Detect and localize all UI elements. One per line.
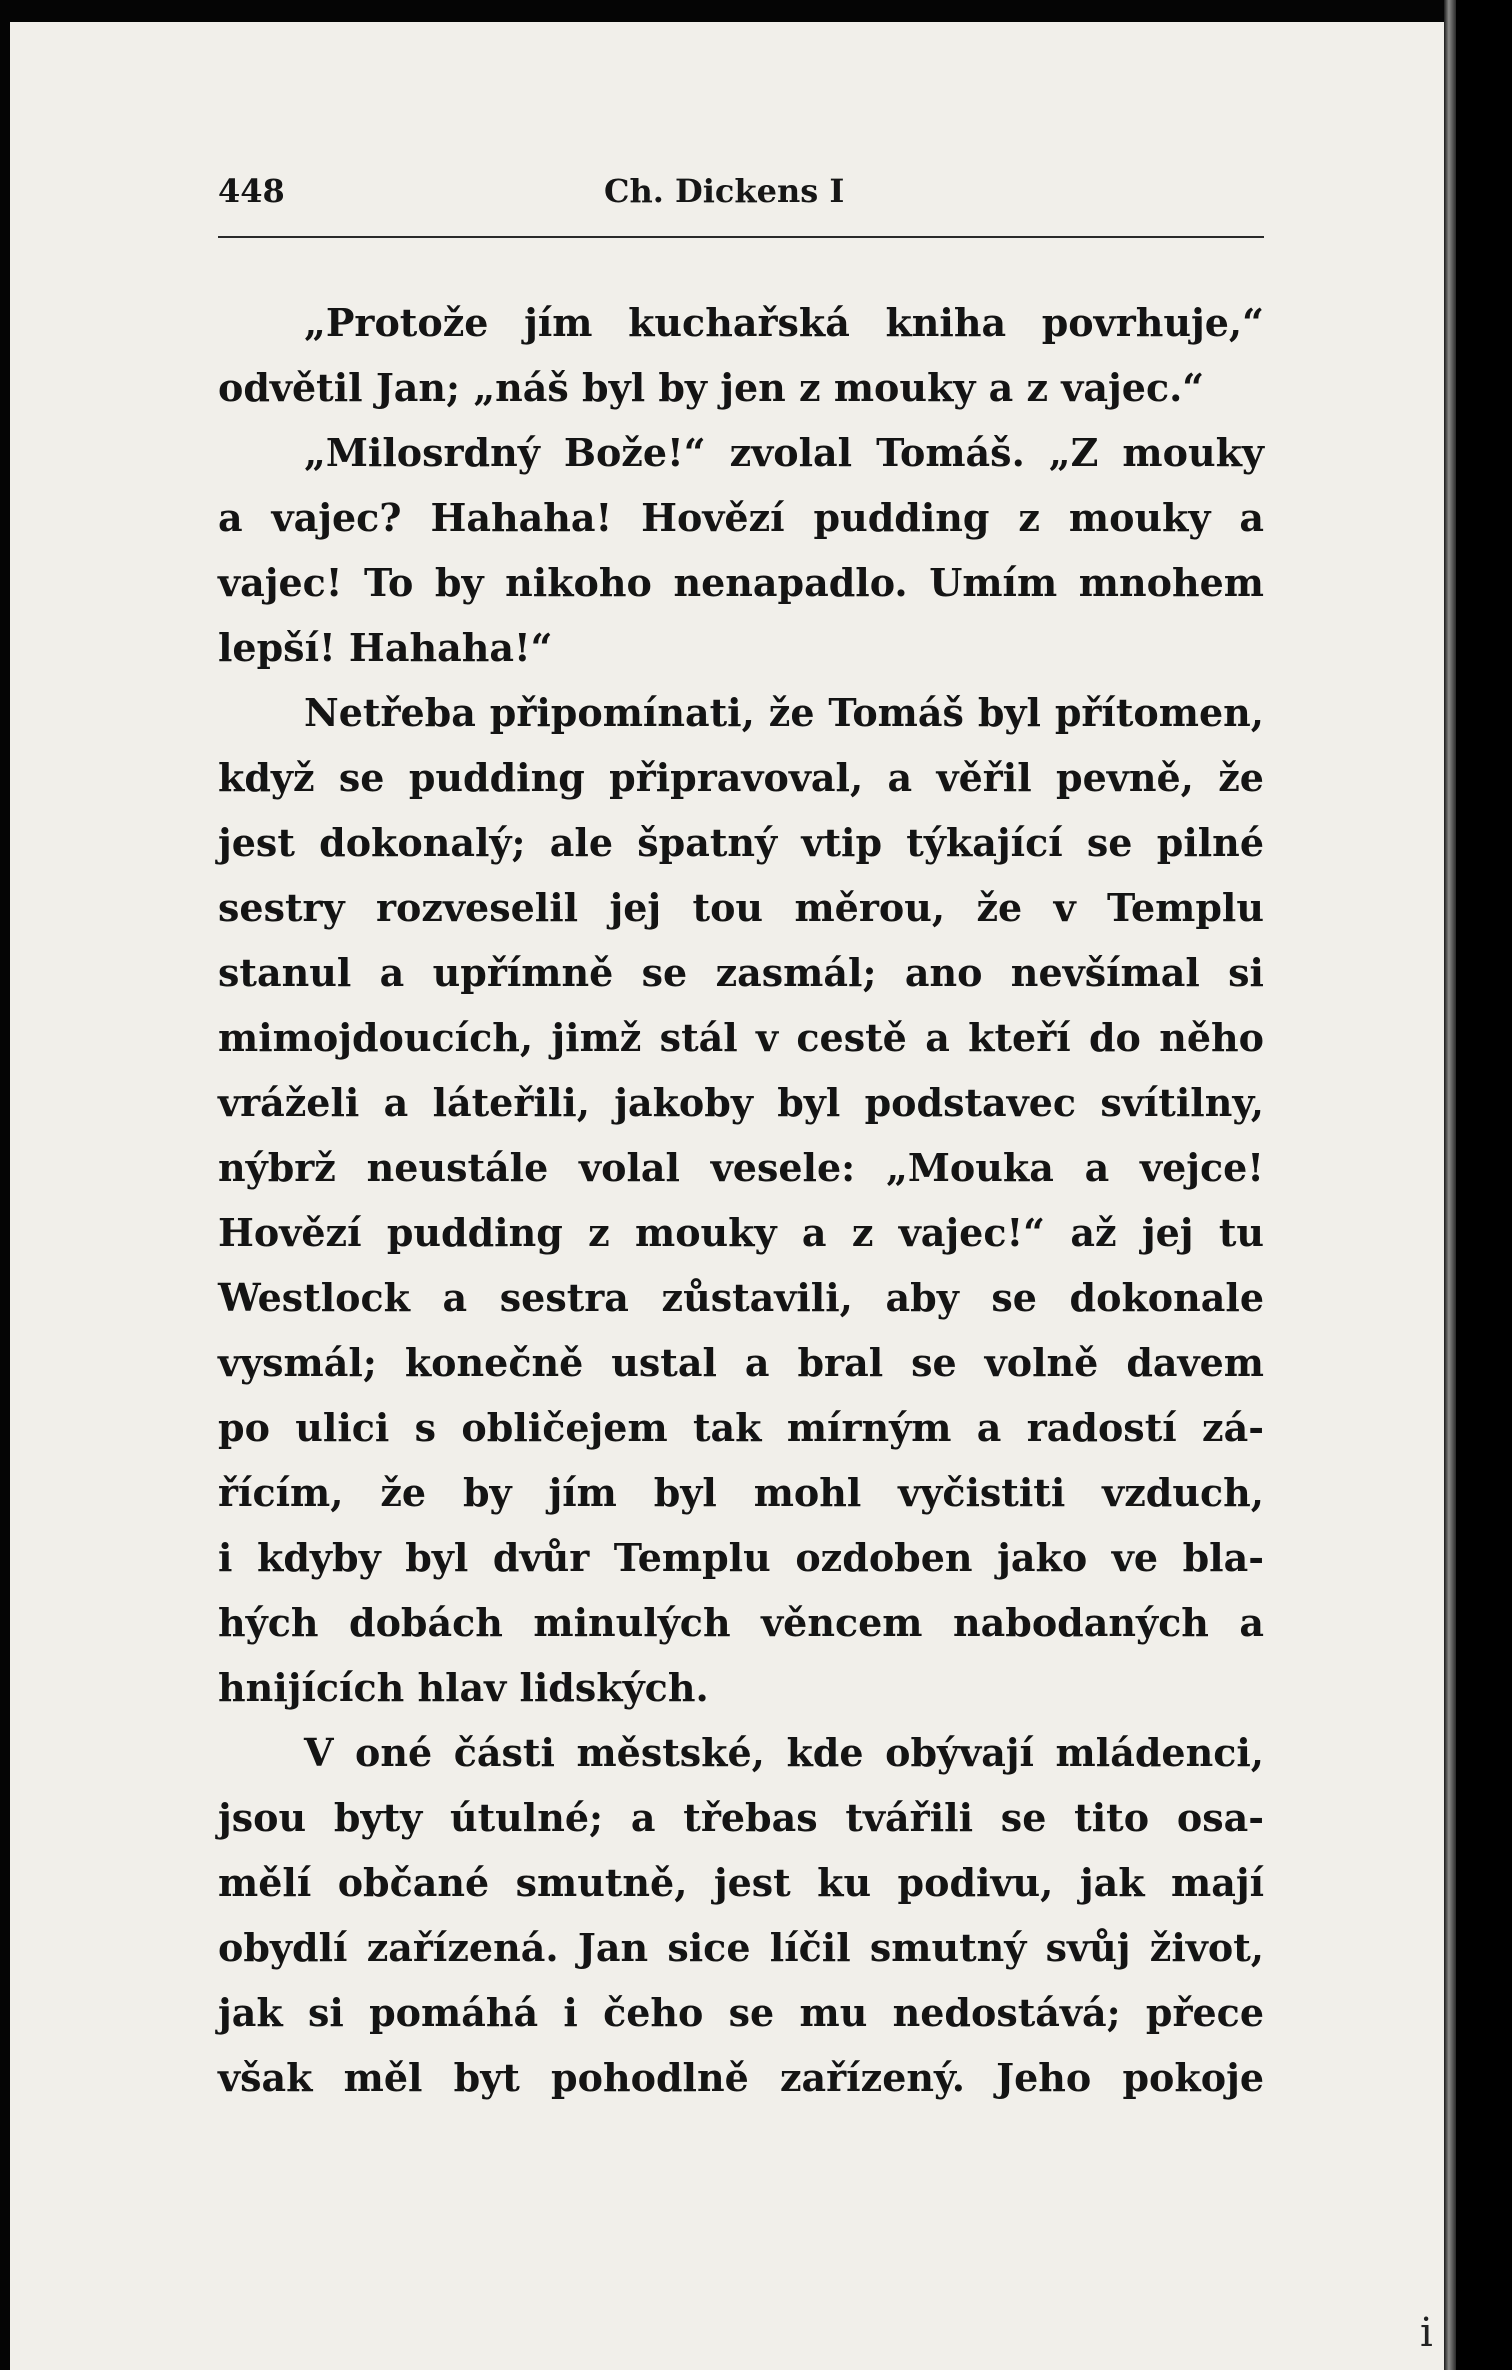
text-line: lepší! Hahaha!“ — [218, 625, 553, 670]
text-line: hnijících hlav lidských. — [218, 1665, 709, 1710]
text-line: vráželi a láteřili, jakoby byl podstavec svítilny, — [218, 1080, 1264, 1125]
text-line: vysmál; konečně ustal a bral se volně davem — [218, 1340, 1264, 1385]
page-number: 448 — [218, 172, 285, 210]
running-header — [218, 172, 1264, 220]
running-title: Ch. Dickens I — [604, 172, 845, 210]
text-line: po ulici s obličejem tak mírným a radostí zá- — [218, 1405, 1264, 1450]
page-edge — [1444, 0, 1456, 2370]
text-line: když se pudding připravoval, a věřil pevně, že — [218, 755, 1264, 800]
text-line: sestry rozveselil jej tou měrou, že v Templu — [218, 885, 1264, 930]
text-line: mimojdoucích, jimž stál v cestě a kteří do něho — [218, 1015, 1264, 1060]
text-line: i kdyby byl dvůr Templu ozdoben jako ve bla- — [218, 1535, 1264, 1580]
text-line: mělí občané smutně, jest ku podivu, jak mají — [218, 1860, 1264, 1905]
text-line: vajec! To by nikoho nenapadlo. Umím mnohem — [218, 560, 1264, 605]
text-line: Westlock a sestra zůstavili, aby se dokonale — [218, 1275, 1264, 1320]
body-text — [218, 290, 1264, 2110]
text-line: stanul a upřímně se zasmál; ano nevšímal si — [218, 950, 1264, 995]
text-line: „Milosrdný Bože!“ zvolal Tomáš. „Z mouky — [304, 430, 1264, 475]
text-line: nýbrž neustále volal vesele: „Mouka a vejce! — [218, 1145, 1264, 1190]
text-line: hých dobách minulých věncem nabodaných a — [218, 1600, 1264, 1645]
text-line: jak si pomáhá i čeho se mu nedostává; přece — [218, 1990, 1264, 2035]
footer-mark: i — [1420, 2310, 1433, 2356]
text-line: odvětil Jan; „náš byl by jen z mouky a z vajec.“ — [218, 365, 1205, 410]
text-line: řícím, že by jím byl mohl vyčistiti vzduch, — [218, 1470, 1264, 1515]
text-line: Netřeba připomínati, že Tomáš byl přítomen, — [304, 690, 1264, 735]
text-line: obydlí zařízená. Jan sice líčil smutný svůj život, — [218, 1925, 1264, 1970]
text-line: Hovězí pudding z mouky a z vajec!“ až jej tu — [218, 1210, 1264, 1255]
header-rule — [218, 236, 1264, 238]
text-line: V oné části městské, kde obývají mládenci, — [304, 1730, 1264, 1775]
text-line: však měl byt pohodlně zařízený. Jeho pokoje — [218, 2055, 1264, 2100]
text-line: jest dokonalý; ale špatný vtip týkající se pilné — [218, 820, 1264, 865]
scan-border — [1456, 0, 1512, 2370]
text-line: „Protože jím kuchařská kniha povrhuje,“ — [304, 300, 1264, 345]
text-line: jsou byty útulné; a třebas tvářili se tito osa- — [218, 1795, 1264, 1840]
text-line: a vajec? Hahaha! Hovězí pudding z mouky a — [218, 495, 1264, 540]
